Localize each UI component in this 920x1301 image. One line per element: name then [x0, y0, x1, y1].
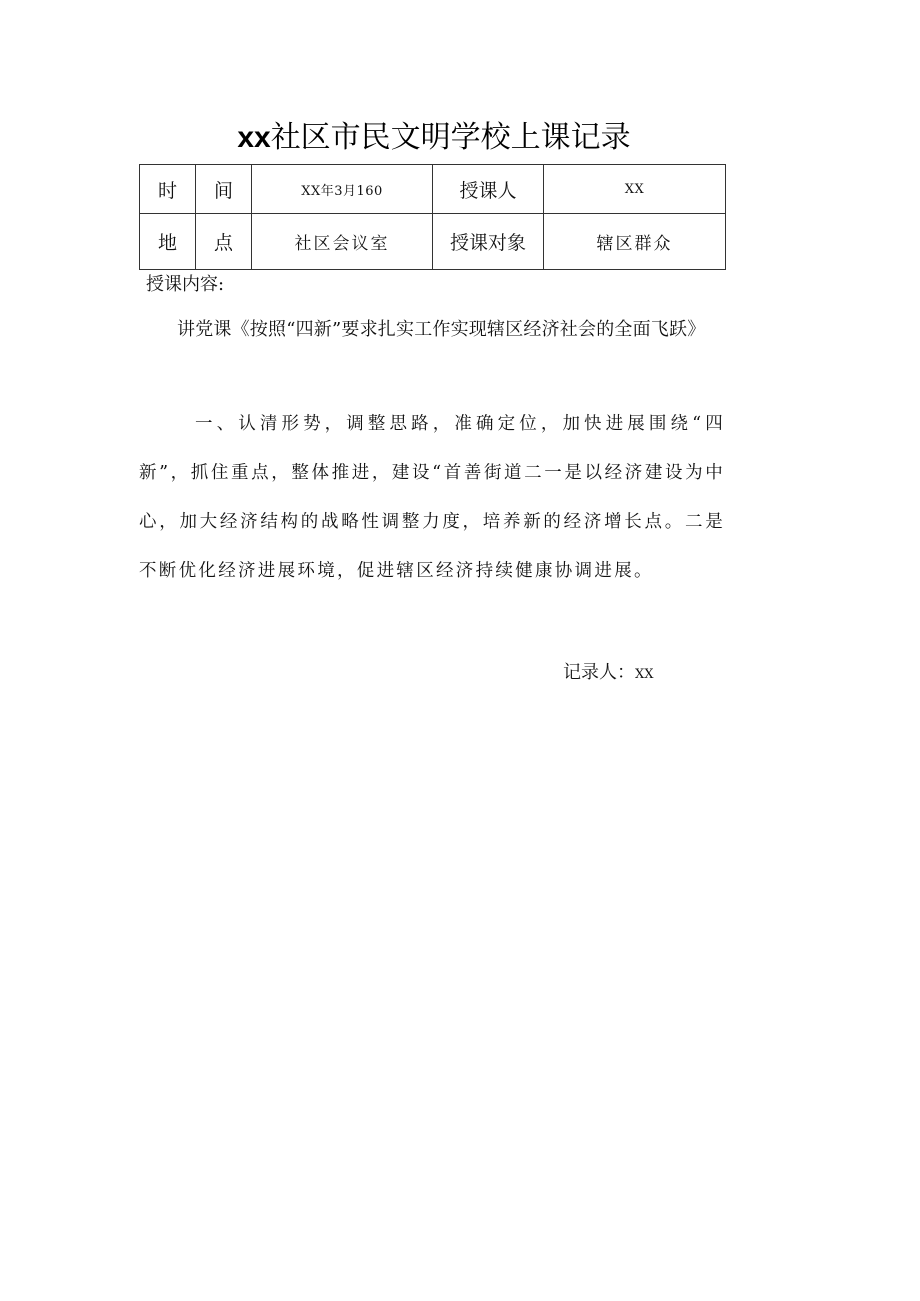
title-text: 社区市民文明学校上课记录 — [270, 120, 631, 155]
title-prefix: xx — [237, 121, 271, 154]
audience-label: 授课对象 — [433, 214, 544, 270]
info-table — [139, 164, 726, 270]
place-label-a: 地 — [140, 214, 196, 270]
place-label-b: 点 — [196, 214, 252, 270]
time-label-a: 时 — [140, 165, 196, 214]
content-label: 授课内容: — [146, 274, 225, 295]
table-row-place — [140, 214, 726, 270]
date-value: XX年3月160 — [252, 165, 433, 214]
content-paragraph-1: 讲党课《按照“四新”要求扎实工作实现辖区经济社会的全面飞跃》 — [177, 319, 706, 340]
recorder-line — [563, 660, 654, 688]
time-label-b: 间 — [196, 165, 252, 214]
page-title — [0, 118, 868, 158]
place-value: 社区会议室 — [252, 214, 433, 270]
recorder-label: 记录人： — [563, 662, 635, 683]
teacher-label: 授课人 — [433, 165, 544, 214]
table-row-time — [140, 165, 726, 214]
recorder-value: XX — [635, 667, 654, 682]
audience-value: 辖区群众 — [544, 214, 726, 270]
content-paragraph-2: 一、认清形势，调整思路，准确定位，加快进展围绕“四新”，抓住重点，整体推进，建设“首善街道二一是以经济建设为中心，加大经济结构的战略性调整力度，培养新的经济增长点。二是不断优化经济进展环境，促进辖区经济持续健康协调进展。 — [139, 414, 725, 581]
teacher-value: XX — [544, 165, 726, 214]
